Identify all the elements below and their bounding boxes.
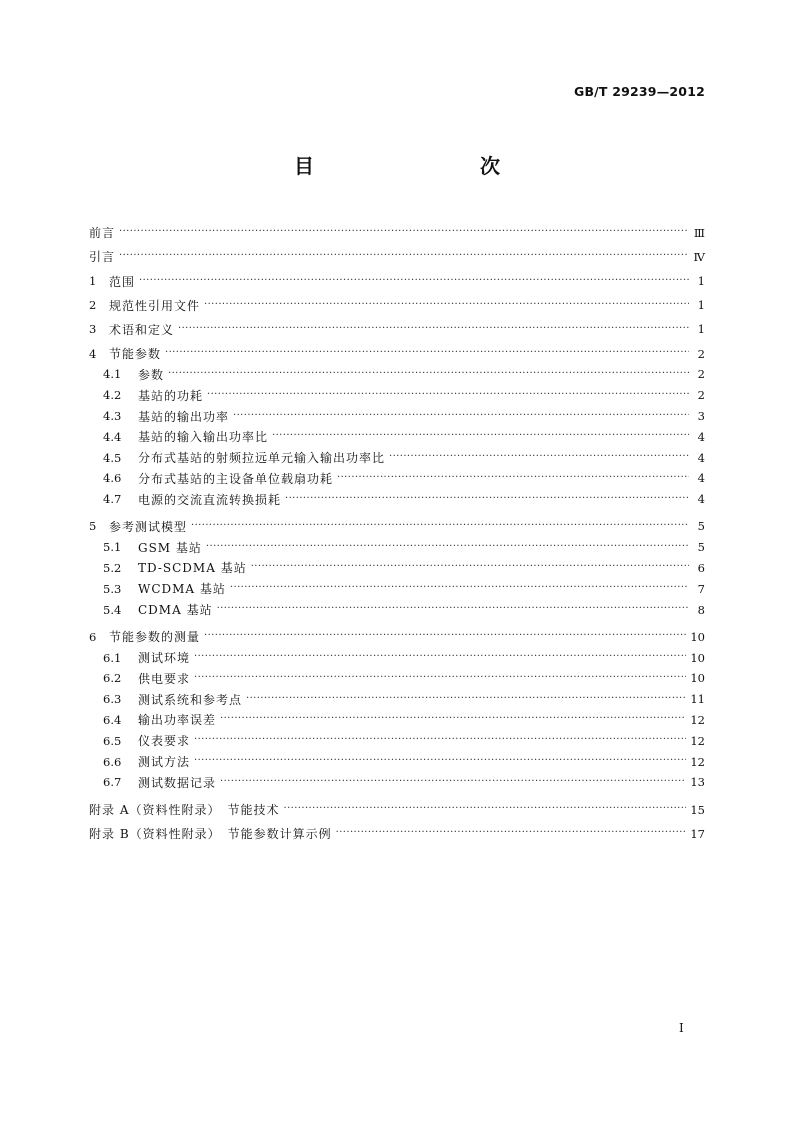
toc-page-number: 3 bbox=[697, 409, 705, 424]
toc-entry-title: 测试方法 bbox=[138, 755, 191, 770]
toc-entry-title: 前言 bbox=[89, 226, 116, 241]
toc-entry-title: 测试数据记录 bbox=[138, 775, 217, 790]
toc-entry bbox=[89, 595, 705, 616]
toc-section-number: 4.1 bbox=[103, 367, 122, 382]
toc-page-number: 5 bbox=[697, 519, 705, 534]
toc-dot-leader bbox=[191, 521, 689, 531]
toc-entry bbox=[89, 685, 705, 706]
toc-page-number: 2 bbox=[697, 346, 705, 361]
toc-dot-leader bbox=[119, 251, 689, 261]
toc-entry-title: 规范性引用文件 bbox=[109, 298, 201, 313]
toc-dot-leader bbox=[206, 542, 689, 552]
toc-entry bbox=[89, 381, 705, 402]
toc-page-number: 5 bbox=[697, 540, 705, 555]
toc-dot-leader bbox=[230, 583, 689, 593]
toc-entry-title: 节能参数的测量 bbox=[109, 630, 201, 645]
toc-dot-leader bbox=[272, 431, 689, 441]
toc-page-number: 1 bbox=[697, 322, 705, 337]
toc-section-number: 6.4 bbox=[103, 712, 122, 727]
toc-page-number: 10 bbox=[690, 650, 705, 665]
toc-dot-leader bbox=[336, 828, 687, 838]
toc-dot-leader bbox=[119, 227, 689, 237]
toc-entry bbox=[89, 360, 705, 381]
toc-section-number: 4.7 bbox=[103, 492, 122, 507]
toc-page-number: Ⅲ bbox=[693, 225, 705, 240]
toc-page-number: Ⅳ bbox=[693, 249, 705, 264]
toc-dot-leader bbox=[251, 562, 689, 572]
toc-entry bbox=[89, 263, 705, 287]
toc-page-number: 1 bbox=[697, 274, 705, 289]
toc-dot-leader bbox=[204, 631, 686, 641]
toc-page-number: 12 bbox=[690, 733, 705, 748]
toc-section-number: 6.5 bbox=[103, 733, 122, 748]
toc-entry bbox=[89, 574, 705, 595]
toc-dot-leader bbox=[220, 777, 686, 787]
toc-entry bbox=[89, 706, 705, 727]
toc-page-number: 10 bbox=[690, 629, 705, 644]
toc-entry-title: 参考测试模型 bbox=[109, 519, 188, 534]
toc-dot-leader bbox=[178, 324, 689, 334]
toc-page-number: 12 bbox=[690, 712, 705, 727]
toc-entry bbox=[89, 726, 705, 747]
toc-entry bbox=[89, 443, 705, 464]
toc-entry-title: 测试环境 bbox=[138, 651, 191, 666]
toc-section-number: 6.3 bbox=[103, 692, 122, 707]
toc-entry bbox=[89, 239, 705, 263]
toc-entry bbox=[89, 215, 705, 239]
toc-entry bbox=[89, 509, 705, 533]
toc-dot-leader bbox=[165, 348, 689, 358]
toc-section-number: 5.1 bbox=[103, 540, 122, 555]
toc-page-number: 4 bbox=[697, 429, 705, 444]
toc-section-number: 5.3 bbox=[103, 581, 122, 596]
toc-entry-title: 引言 bbox=[89, 250, 116, 265]
toc-page-number: 2 bbox=[697, 367, 705, 382]
toc-dot-leader bbox=[139, 276, 689, 286]
toc-dot-leader bbox=[207, 390, 689, 400]
toc-page-number: 8 bbox=[697, 602, 705, 617]
toc-entry-title: 术语和定义 bbox=[109, 322, 175, 337]
toc-section-number: 1 bbox=[89, 274, 97, 289]
toc-dot-leader bbox=[194, 735, 686, 745]
toc-entry bbox=[89, 619, 705, 643]
toc-section-number: 6.7 bbox=[103, 775, 122, 790]
toc-entry-title: 基站的输出功率 bbox=[138, 409, 230, 424]
toc-page-number: 4 bbox=[697, 450, 705, 465]
toc-entry-title: 参数 bbox=[138, 367, 165, 382]
toc-entry-title: 分布式基站的主设备单位载扇功耗 bbox=[138, 471, 334, 486]
toc-section-number: 5 bbox=[89, 519, 97, 534]
toc-section-number: 4.6 bbox=[103, 471, 122, 486]
toc-section-number: 6.6 bbox=[103, 754, 122, 769]
toc-dot-leader bbox=[220, 714, 686, 724]
toc-section-number: 5.2 bbox=[103, 560, 122, 575]
toc-entry-title: 供电要求 bbox=[138, 671, 191, 686]
toc-entry bbox=[89, 336, 705, 360]
toc-dot-leader bbox=[194, 756, 686, 766]
toc-entry-title: 范围 bbox=[109, 274, 136, 289]
toc-entry bbox=[89, 423, 705, 444]
toc-entry-title: 电源的交流直流转换损耗 bbox=[138, 492, 282, 507]
toc-entry bbox=[89, 533, 705, 554]
toc-dot-leader bbox=[283, 804, 686, 814]
toc-dot-leader bbox=[204, 300, 689, 310]
page-title: 目 次 bbox=[294, 154, 542, 178]
toc-entry-title: 输出功率误差 bbox=[138, 713, 217, 728]
toc-entry bbox=[89, 312, 705, 336]
toc-page-number: 15 bbox=[690, 802, 705, 817]
toc-entry-title: WCDMA 基站 bbox=[138, 582, 226, 597]
toc-dot-leader bbox=[337, 473, 689, 483]
toc-entry-title: GSM 基站 bbox=[138, 540, 202, 555]
toc-page-number: 1 bbox=[697, 298, 705, 313]
toc-entry bbox=[89, 402, 705, 423]
toc-page-number: 7 bbox=[697, 581, 705, 596]
toc-entry bbox=[89, 485, 705, 506]
toc-entry bbox=[89, 768, 705, 789]
toc-section-number: 4.4 bbox=[103, 429, 122, 444]
toc-entry-title: 节能参数 bbox=[109, 347, 162, 362]
toc-section-number: 6.2 bbox=[103, 671, 122, 686]
toc-entry-title: 分布式基站的射频拉远单元输入输出功率比 bbox=[138, 451, 386, 466]
toc-section-number: 5.4 bbox=[103, 602, 122, 617]
toc-section-number: 4 bbox=[89, 346, 97, 361]
toc-entry bbox=[89, 816, 705, 840]
toc-entry bbox=[89, 747, 705, 768]
table-of-contents bbox=[89, 215, 705, 840]
toc-entry-title: CDMA 基站 bbox=[138, 603, 213, 618]
toc-page-number: 12 bbox=[690, 754, 705, 769]
toc-page-number: 11 bbox=[690, 692, 705, 707]
toc-dot-leader bbox=[285, 494, 689, 504]
toc-entry bbox=[89, 792, 705, 816]
toc-section-number: 4.3 bbox=[103, 409, 122, 424]
toc-page-number: 17 bbox=[690, 826, 705, 841]
toc-section-number: 6 bbox=[89, 629, 97, 644]
standard-code: GB/T 29239—2012 bbox=[573, 84, 705, 99]
toc-dot-leader bbox=[233, 411, 689, 421]
toc-dot-leader bbox=[217, 604, 689, 614]
page-number: Ⅰ bbox=[679, 1021, 684, 1035]
toc-entry-title: 附录 B（资料性附录） 节能参数计算示例 bbox=[89, 827, 332, 842]
toc-section-number: 4.5 bbox=[103, 450, 122, 465]
toc-page-number: 10 bbox=[690, 671, 705, 686]
toc-entry bbox=[89, 664, 705, 685]
toc-dot-leader bbox=[194, 652, 686, 662]
toc-entry-title: 附录 A（资料性附录） 节能技术 bbox=[89, 803, 280, 818]
toc-page-number: 2 bbox=[697, 388, 705, 403]
toc-entry bbox=[89, 643, 705, 664]
toc-entry-title: 基站的功耗 bbox=[138, 388, 204, 403]
toc-dot-leader bbox=[389, 452, 689, 462]
toc-dot-leader bbox=[194, 673, 686, 683]
toc-entry-title: 基站的输入输出功率比 bbox=[138, 430, 269, 445]
toc-page-number: 6 bbox=[697, 560, 705, 575]
toc-dot-leader bbox=[246, 694, 686, 704]
toc-page-number: 4 bbox=[697, 492, 705, 507]
toc-section-number: 6.1 bbox=[103, 650, 122, 665]
toc-entry-title: TD-SCDMA 基站 bbox=[138, 561, 247, 576]
toc-entry-title: 仪表要求 bbox=[138, 734, 191, 749]
toc-section-number: 2 bbox=[89, 298, 97, 313]
toc-section-number: 3 bbox=[89, 322, 97, 337]
toc-entry bbox=[89, 464, 705, 485]
toc-page-number: 4 bbox=[697, 471, 705, 486]
toc-entry-title: 测试系统和参考点 bbox=[138, 692, 243, 707]
toc-section-number: 4.2 bbox=[103, 388, 122, 403]
toc-page-number: 13 bbox=[690, 775, 705, 790]
toc-entry bbox=[89, 288, 705, 312]
toc-entry bbox=[89, 554, 705, 575]
toc-dot-leader bbox=[168, 369, 689, 379]
